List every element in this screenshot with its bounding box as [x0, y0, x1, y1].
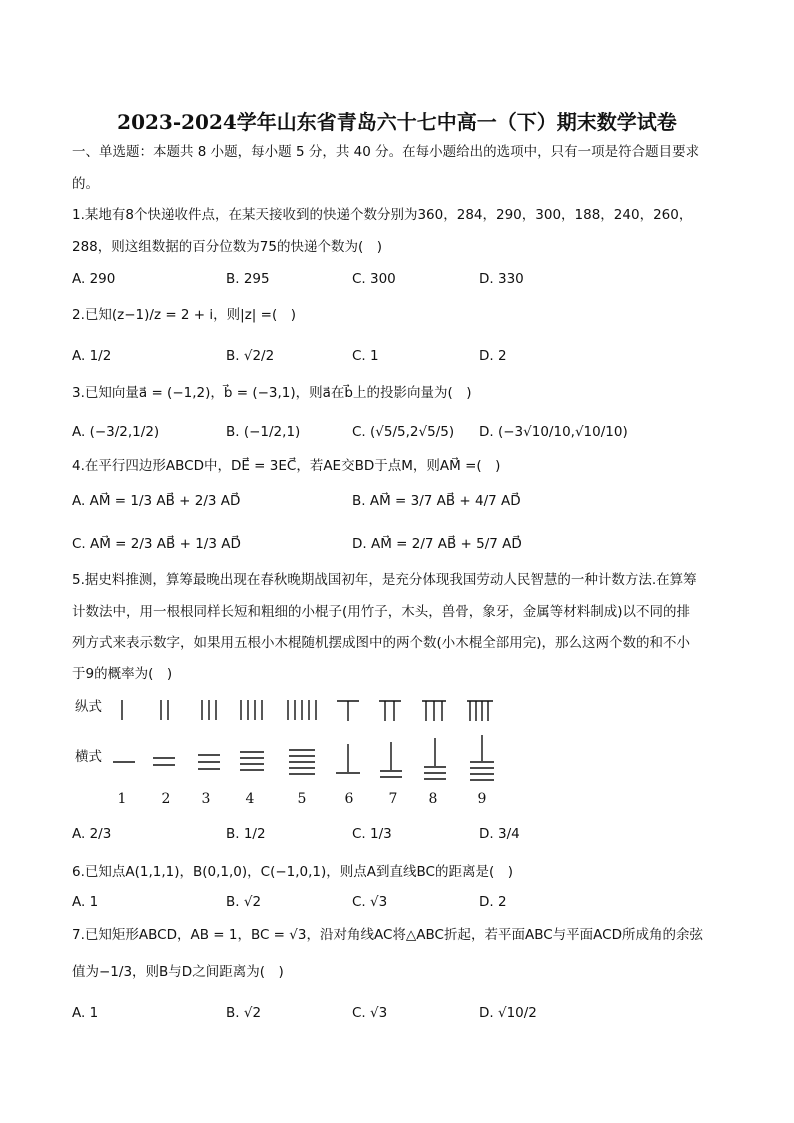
- q5-stem-line1: 5.据史料推测，算筹最晚出现在春秋晚期战国初年，是充分体现我国劳动人民智慧的一种计数方法.在算筹: [72, 572, 697, 588]
- horizontal-rod-2: [153, 758, 175, 765]
- q6-option-d[interactable]: D. 2: [479, 894, 507, 910]
- q2-option-d[interactable]: D. 2: [479, 348, 507, 364]
- rod-number-1: 1: [117, 791, 127, 806]
- q4-option-b[interactable]: B. AM⃗ = 3/7 AB⃗ + 4/7 AD⃗: [352, 493, 521, 509]
- q7-option-c[interactable]: C. √3: [352, 1005, 388, 1021]
- vertical-rod-7: [379, 701, 401, 721]
- counting-rods-figure: [72, 696, 512, 806]
- rod-number-2: 2: [161, 791, 171, 806]
- vertical-rod-5: [288, 700, 316, 720]
- horizontal-rod-8: [424, 738, 446, 779]
- q6-option-b[interactable]: B. √2: [226, 894, 262, 910]
- q3-option-b[interactable]: B. (−1/2,1): [226, 424, 301, 440]
- vertical-rod-3: [202, 700, 216, 720]
- horizontal-form-label: 横式: [75, 749, 102, 765]
- rod-number-8: 8: [428, 791, 438, 806]
- q6-option-a[interactable]: A. 1: [72, 894, 99, 910]
- horizontal-rod-7: [380, 742, 402, 777]
- q7-option-d[interactable]: D. √10/2: [479, 1005, 537, 1021]
- vertical-rod-2: [161, 700, 168, 720]
- rod-number-9: 9: [477, 791, 487, 806]
- horizontal-rod-4: [240, 752, 264, 770]
- q7-option-b[interactable]: B. √2: [226, 1005, 262, 1021]
- q2-option-a[interactable]: A. 1/2: [72, 348, 112, 364]
- rod-number-6: 6: [344, 791, 354, 806]
- q4-option-a[interactable]: A. AM⃗ = 1/3 AB⃗ + 2/3 AD⃗: [72, 493, 241, 509]
- q4-option-c[interactable]: C. AM⃗ = 2/3 AB⃗ + 1/3 AD⃗: [72, 536, 241, 552]
- section-header-line2: 的。: [72, 176, 99, 192]
- q4-option-d[interactable]: D. AM⃗ = 2/7 AB⃗ + 5/7 AD⃗: [352, 536, 522, 552]
- section-header-line1: 一、单选题：本题共 8 小题，每小题 5 分，共 40 分。在每小题给出的选项中，只有一项是符合题目要求: [72, 144, 700, 160]
- vertical-rod-8: [422, 701, 446, 721]
- rod-number-4: 4: [245, 791, 255, 806]
- horizontal-rod-9: [470, 735, 494, 780]
- q3-option-a[interactable]: A. (−3/2,1/2): [72, 424, 160, 440]
- q7-stem-line1: 7.已知矩形ABCD，AB = 1，BC = √3，沿对角线AC将△ABC折起，若平面ABC与平面ACD所成角的余弦: [72, 927, 703, 943]
- q7-option-a[interactable]: A. 1: [72, 1005, 99, 1021]
- q5-option-a[interactable]: A. 2/3: [72, 826, 112, 842]
- q5-stem-line4: 于9的概率为( ): [72, 666, 173, 682]
- q1-option-b[interactable]: B. 295: [226, 271, 270, 287]
- q5-option-c[interactable]: C. 1/3: [352, 826, 392, 842]
- q6-stem: 6.已知点A(1,1,1)，B(0,1,0)，C(−1,0,1)，则点A到直线BC的距离是( ): [72, 864, 513, 880]
- page-title: 2023-2024学年山东省青岛六十七中高一（下）期末数学试卷: [117, 110, 677, 134]
- vertical-rod-6: [337, 701, 359, 721]
- q6-option-c[interactable]: C. √3: [352, 894, 388, 910]
- q5-stem-line2: 计数法中，用一根根同样长短和粗细的小棍子(用竹子，木头，兽骨，象牙，金属等材料制成)以不同的排: [72, 604, 691, 620]
- q5-stem-line3: 列方式来表示数字，如果用五根小木棍随机摆成图中的两个数(小木棍全部用完)，那么这两个数的和不小: [72, 635, 691, 651]
- rod-number-7: 7: [388, 791, 398, 806]
- vertical-form-label: 纵式: [75, 699, 102, 715]
- q1-option-c[interactable]: C. 300: [352, 271, 396, 287]
- counting-rods-svg: [72, 696, 512, 806]
- q3-option-d[interactable]: D. (−3√10/10,√10/10): [479, 424, 628, 440]
- q1-stem-line2: 288，则这组数据的百分位数为75的快递个数为( ): [72, 239, 382, 255]
- horizontal-rod-5: [289, 750, 315, 774]
- q5-option-d[interactable]: D. 3/4: [479, 826, 520, 842]
- q4-stem: 4.在平行四边形ABCD中，DE⃗ = 3EC⃗，若AE交BD于点M，则AM⃗ =( ): [72, 458, 501, 474]
- q1-stem-line1: 1.某地有8个快递收件点，在某天接收到的快递个数分别为360，284，290，300，188，240，260，: [72, 207, 693, 223]
- horizontal-rod-6: [336, 744, 360, 773]
- q1-option-a[interactable]: A. 290: [72, 271, 116, 287]
- q1-option-d[interactable]: D. 330: [479, 271, 524, 287]
- vertical-rod-9: [467, 701, 493, 721]
- q3-option-c[interactable]: C. (√5/5,2√5/5): [352, 424, 455, 440]
- q2-option-b[interactable]: B. √2/2: [226, 348, 275, 364]
- q7-stem-line2: 值为−1/3，则B与D之间距离为( ): [72, 964, 284, 980]
- rod-number-5: 5: [297, 791, 307, 806]
- q2-stem: 2.已知(z−1)/z = 2 + i，则|z| =( ): [72, 307, 296, 323]
- horizontal-rod-3: [198, 755, 220, 769]
- rod-number-3: 3: [201, 791, 211, 806]
- q2-option-c[interactable]: C. 1: [352, 348, 379, 364]
- vertical-rod-4: [241, 700, 262, 720]
- q3-stem: 3.已知向量a⃗ = (−1,2)，b⃗ = (−3,1)，则a⃗在b⃗上的投影向量为( ): [72, 385, 472, 401]
- q5-option-b[interactable]: B. 1/2: [226, 826, 266, 842]
